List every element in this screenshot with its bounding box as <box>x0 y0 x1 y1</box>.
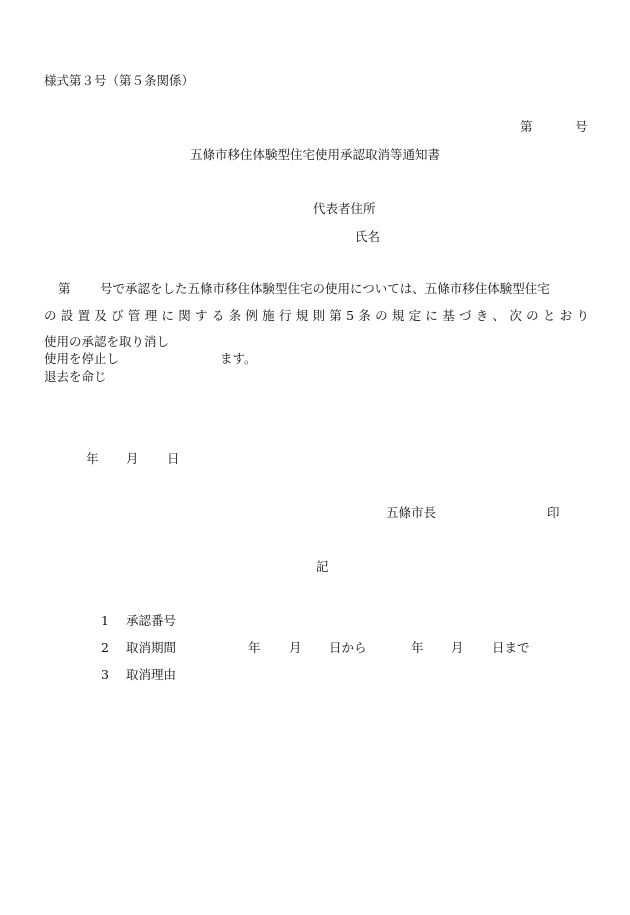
option-suspend: 使用を停止し <box>44 351 120 366</box>
body-line2-char: 例 <box>245 308 258 323</box>
body-line2-char: に <box>161 308 174 323</box>
body-line2-char: 基 <box>442 308 455 323</box>
period-day-from: 日から <box>329 640 367 655</box>
body-line2-char: 設 <box>60 308 74 323</box>
address-label: 代表者住所 <box>313 201 376 216</box>
body-line2-char: す <box>195 308 208 323</box>
item-1-number: 1 <box>101 613 109 628</box>
seal-mark: 印 <box>547 505 560 520</box>
body-line2-char: 第 <box>329 308 342 323</box>
body-line2-char: 5 <box>346 308 355 323</box>
form-label: 様式第３号（第５条関係） <box>44 73 195 88</box>
period-day-to: 日まで <box>492 640 530 655</box>
body-line2-char: 、 <box>492 308 506 323</box>
option-evict: 退去を命じ <box>44 369 107 384</box>
item-3-label: 取消理由 <box>126 667 177 682</box>
body-line2-char: 次 <box>509 308 522 323</box>
doc-number-go: 号 <box>575 119 588 134</box>
body-line2-char: の <box>375 308 388 323</box>
body-line2-char: 規 <box>295 308 309 323</box>
body-line2-char: る <box>211 308 225 323</box>
body-line2-char: 行 <box>278 308 292 323</box>
document-title: 五條市移住体験型住宅使用承認取消等通知書 <box>190 147 441 162</box>
body-line2-char: の <box>526 308 539 323</box>
body-line2-char: 定 <box>408 308 422 323</box>
body-line2-char: 管 <box>127 308 141 323</box>
period-year-end: 年 <box>411 640 424 655</box>
name-label: 氏名 <box>355 229 381 244</box>
option-revoke: 使用の承認を取り消し <box>44 334 170 349</box>
date-month: 月 <box>126 451 139 466</box>
body-line2-char: に <box>425 308 438 323</box>
issuer-name: 五條市長 <box>386 505 437 520</box>
body-line2-char: り <box>576 308 589 323</box>
body-line2-char: 条 <box>228 308 242 323</box>
body-line2-char: お <box>559 308 573 323</box>
date-year: 年 <box>86 451 99 466</box>
body-line2-char: 理 <box>144 308 158 323</box>
body-line2-char: づ <box>458 308 472 323</box>
item-3-number: 3 <box>101 667 109 682</box>
body-line2-char: の <box>44 308 57 323</box>
body-line2-char: き <box>475 308 489 323</box>
ki-heading: 記 <box>316 559 329 574</box>
item-2-label: 取消期間 <box>126 640 177 655</box>
body-line2-char: 則 <box>312 308 326 323</box>
body-line2-char: 施 <box>262 308 275 323</box>
item-2-number: 2 <box>101 640 109 655</box>
body-line2-char: び <box>111 308 124 323</box>
body-line1-text: 号で承認をした五條市移住体験型住宅の使用については、五條市移住体験型住宅 <box>100 281 550 296</box>
body-line2-char: 条 <box>358 308 371 323</box>
body-suffix: ます。 <box>220 351 257 366</box>
body-line2-char: と <box>542 308 556 323</box>
period-month-start: 月 <box>289 640 302 655</box>
body-line2-char: 規 <box>391 308 405 323</box>
body-line2 <box>44 308 589 324</box>
body-line2-char: 関 <box>178 308 191 323</box>
doc-number-dai: 第 <box>520 119 533 134</box>
item-1-label: 承認番号 <box>126 613 177 628</box>
body-line2-char: 及 <box>94 308 107 323</box>
period-month-end: 月 <box>451 640 464 655</box>
period-year-start: 年 <box>248 640 261 655</box>
body-line1-dai: 第 <box>58 281 71 296</box>
date-day: 日 <box>167 451 180 466</box>
body-line2-char: 置 <box>77 308 91 323</box>
